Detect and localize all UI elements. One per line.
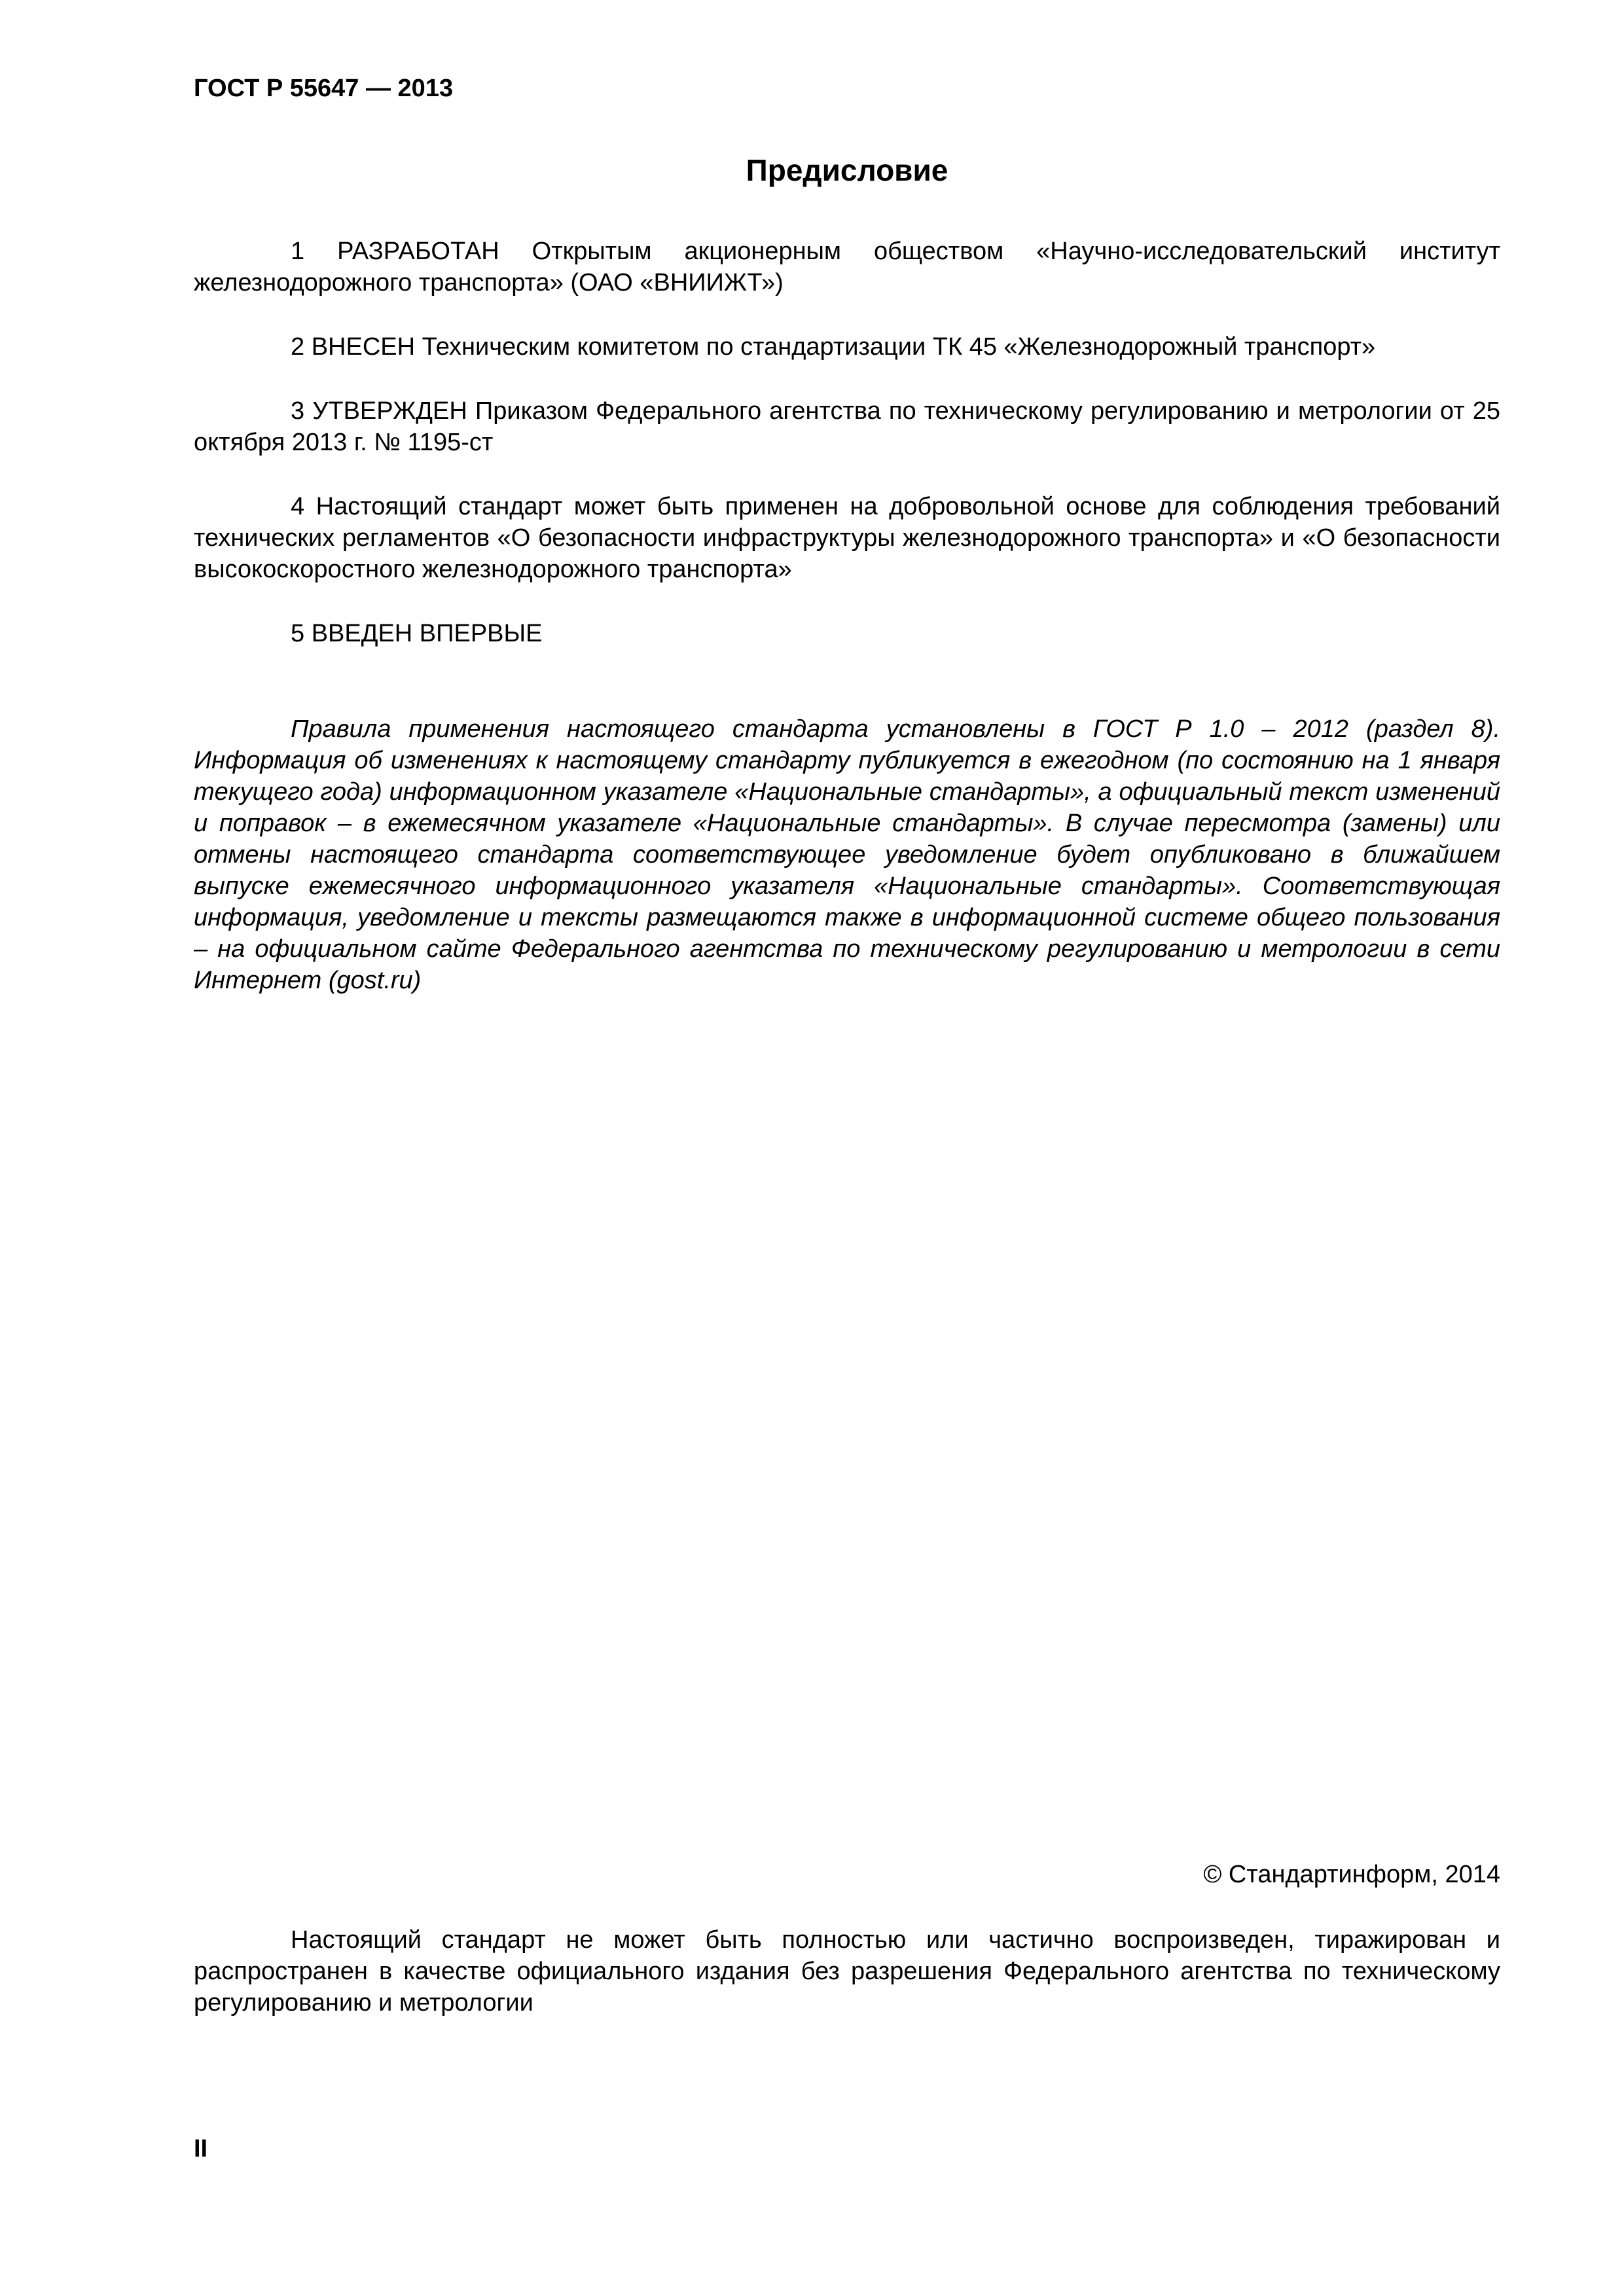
- paragraph-introduced-by: 2 ВНЕСЕН Техническим комитетом по стандартизации ТК 45 «Железнодорожный транспорт»: [291, 333, 1376, 361]
- reproduction-notice: Настоящий стандарт не может быть полностью или частично воспроизведен, тиражирован и распространен в качестве официального издания без разрешения Федерального агентства по техническому регулированию и метрологии: [194, 1926, 1500, 2017]
- application-rules-note: Правила применения настоящего стандарта установлены в ГОСТ Р 1.0 – 2012 (раздел 8). Информация об изменениях к настоящему стандарту публикуется в ежегодном (по состоянию на 1 января текущего года) информационном указателе «Национальные стандарты», а официальный текст изменений и поправок – в ежемесячном указателе «Национальные стандарты». В случае пересмотра (замены) или отмены настоящего стандарта соответствующее уведомление будет опубликовано в ближайшем выпуске ежемесячного информационного указателя «Национальные стандарты». Соответствующая информация, уведомление и тексты размещаются также в информационной системе общего пользования – на официальном сайте Федерального агентства по техническому регулированию и метрологии в сети Интернет (gost.ru): [194, 715, 1500, 994]
- paragraph-developed-by: 1 РАЗРАБОТАН Открытым акционерным обществом «Научно-исследовательский институт железнодорожного транспорта» (ОАО «ВНИИЖТ»): [194, 238, 1500, 296]
- page-number: II: [194, 2135, 208, 2162]
- page-title: Предисловие: [746, 153, 948, 187]
- paragraph-introduced-first-time: 5 ВВЕДЕН ВПЕРВЫЕ: [291, 620, 543, 647]
- foreword-body: [194, 236, 1500, 996]
- copyright-line: © Стандартинформ, 2014: [1203, 1861, 1500, 1888]
- paragraph-application: 4 Настоящий стандарт может быть применен на добровольной основе для соблюдения требований технических регламентов «О безопасности инфраструктуры железнодорожного транспорта» и «О безопасности высокоскоростного железнодорожного транспорта»: [194, 493, 1500, 583]
- paragraph-approved: 3 УТВЕРЖДЕН Приказом Федерального агентства по техническому регулированию и метрологии от 25 октября 2013 г. № 1195-ст: [194, 397, 1500, 456]
- document-header: ГОСТ Р 55647 — 2013: [194, 75, 454, 102]
